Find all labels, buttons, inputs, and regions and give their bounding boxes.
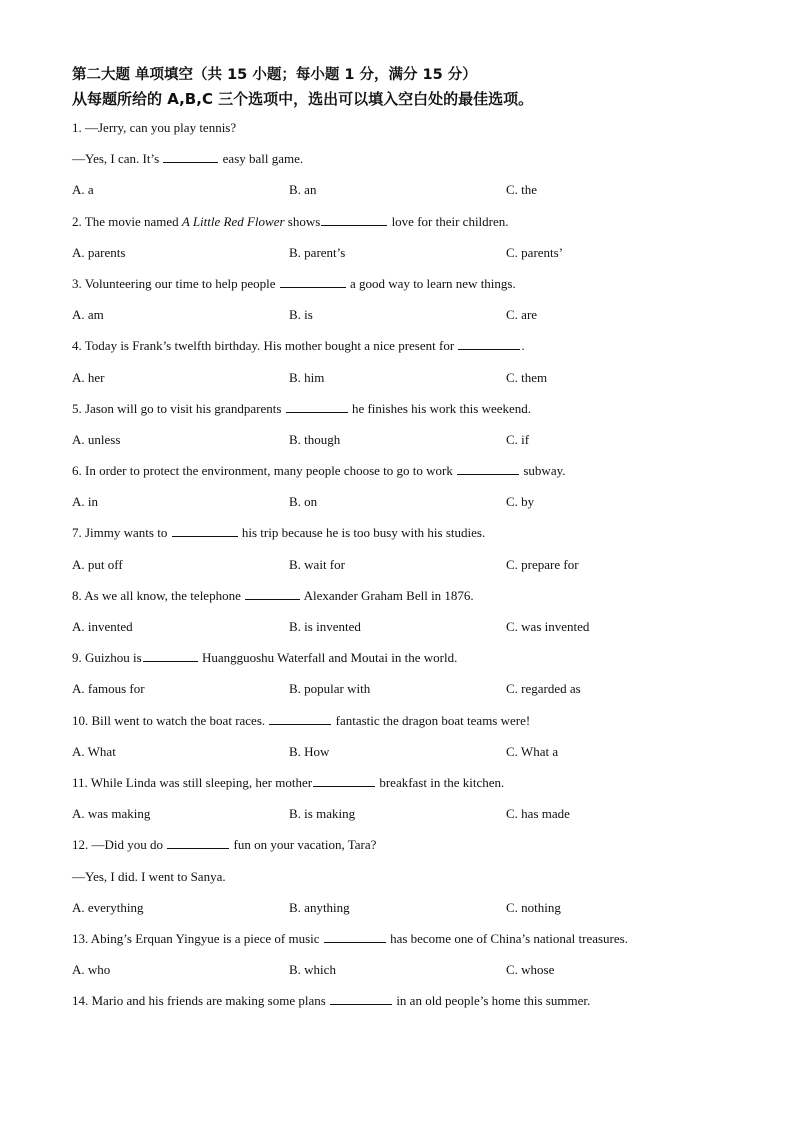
option-b: B. wait for [289,556,345,572]
movie-title: A Little Red Flower [181,213,285,229]
option-c: C. regarded as [506,681,581,697]
option-b: B. which [289,962,336,978]
answer-blank [167,835,229,849]
option-c: C. was invented [506,619,590,634]
question-1-line-2: —Yes, I can. It’s easy ball game. [72,151,304,167]
option-a: A. in [72,494,98,510]
option-c: C. them [506,369,548,385]
option-c: C. What a [506,743,559,759]
question-2-options [72,243,732,274]
option-a: A. who [72,962,111,978]
option-c: C. has made [506,806,570,822]
option-a: A. invented [72,619,133,634]
option-c: C. whose [506,962,555,978]
section-title: 第二大题 单项填空（共 15 小题；每小题 1 分，满分 15 分） [72,67,477,83]
option-b: B. though [289,431,341,447]
answer-blank [286,399,348,413]
option-a: A. famous for [72,681,145,697]
option-b: B. is making [289,806,356,822]
question-9-options [72,679,732,710]
question-13-options [72,960,732,991]
question-11-line-1: 11. While Linda was still sleeping, her mother breakfast in the kitchen. [72,774,505,790]
option-a: A. unless [72,431,121,447]
answer-blank [172,523,238,537]
option-b: B. on [289,494,318,510]
option-b: B. is [289,307,313,323]
option-b: B. popular with [289,681,371,697]
question-12-line-1: 12. —Did you do fun on your vacation, Tara? [72,837,377,853]
question-4-line-1: 4. Today is Frank’s twelfth birthday. His mother bought a nice present for . [72,338,525,354]
document-page [72,64,732,1022]
option-b: B. an [289,182,317,198]
answer-blank [280,274,346,288]
question-1-line-1: 1. —Jerry, can you play tennis? [72,120,237,135]
question-6-options [72,492,732,523]
question-1-options [72,180,732,211]
option-a: A. parents [72,244,126,260]
option-b: B. him [289,369,325,385]
question-7-options [72,555,732,586]
option-c: C. parents’ [506,244,564,260]
option-c: C. are [506,307,538,323]
question-9-line-1: 9. Guizhou is Huangguoshu Waterfall and Moutai in the world. [72,650,458,666]
option-c: C. prepare for [506,556,579,572]
question-8-line-1: 8. As we all know, the telephone Alexander Graham Bell in 1876. [72,587,474,603]
question-3-options [72,305,732,336]
option-b: B. anything [289,899,350,915]
question-10-line-1: 10. Bill went to watch the boat races. fantastic the dragon boat teams were! [72,712,531,728]
question-10-options [72,742,732,773]
option-c: C. the [506,182,538,198]
option-a: A. a [72,182,94,198]
answer-blank [163,149,218,163]
option-b: B. is invented [289,619,361,634]
answer-blank [321,212,387,226]
option-a: A. was making [72,806,151,822]
option-a: A. am [72,307,104,323]
answer-blank [245,586,300,600]
answer-blank [269,711,331,725]
answer-blank [458,336,520,350]
question-3-line-1: 3. Volunteering our time to help people a good way to learn new things. [72,275,516,291]
option-c: C. nothing [506,899,561,915]
question-8-options [72,617,732,648]
section-instruction: 从每题所给的 A,B,C 三个选项中，选出可以填入空白处的最佳选项。 [72,90,534,108]
question-5-options [72,430,732,461]
question-11-options [72,804,732,835]
question-5-line-1: 5. Jason will go to visit his grandparents he finishes his work this weekend. [72,400,532,416]
question-4-options [72,368,732,399]
answer-blank [457,461,519,475]
option-a: A. put off [72,556,123,572]
question-12-options [72,898,732,929]
answer-blank [330,991,392,1005]
question-6-line-1: 6. In order to protect the environment, many people choose to go to work subway. [72,463,566,479]
option-b: B. How [289,743,330,759]
question-13-line-1: 13. Abing’s Erquan Yingyue is a piece of music has become one of China’s national treasures. [72,930,628,946]
option-c: C. by [506,494,535,510]
question-2-line-1: 2. The movie named A Little Red Flower shows love for their children. [72,213,509,229]
question-7-line-1: 7. Jimmy wants to his trip because he is too busy with his studies. [72,525,486,541]
answer-blank [143,648,198,662]
answer-blank [313,773,375,787]
option-b: B. parent’s [289,244,346,260]
question-12-line-2: —Yes, I did. I went to Sanya. [72,868,226,884]
answer-blank [324,929,386,943]
option-a: A. her [72,369,105,385]
option-a: A. What [72,743,116,759]
option-c: C. if [506,431,530,447]
option-a: A. everything [72,899,144,915]
question-14-line-1: 14. Mario and his friends are making some plans in an old people’s home this summer. [72,993,591,1009]
